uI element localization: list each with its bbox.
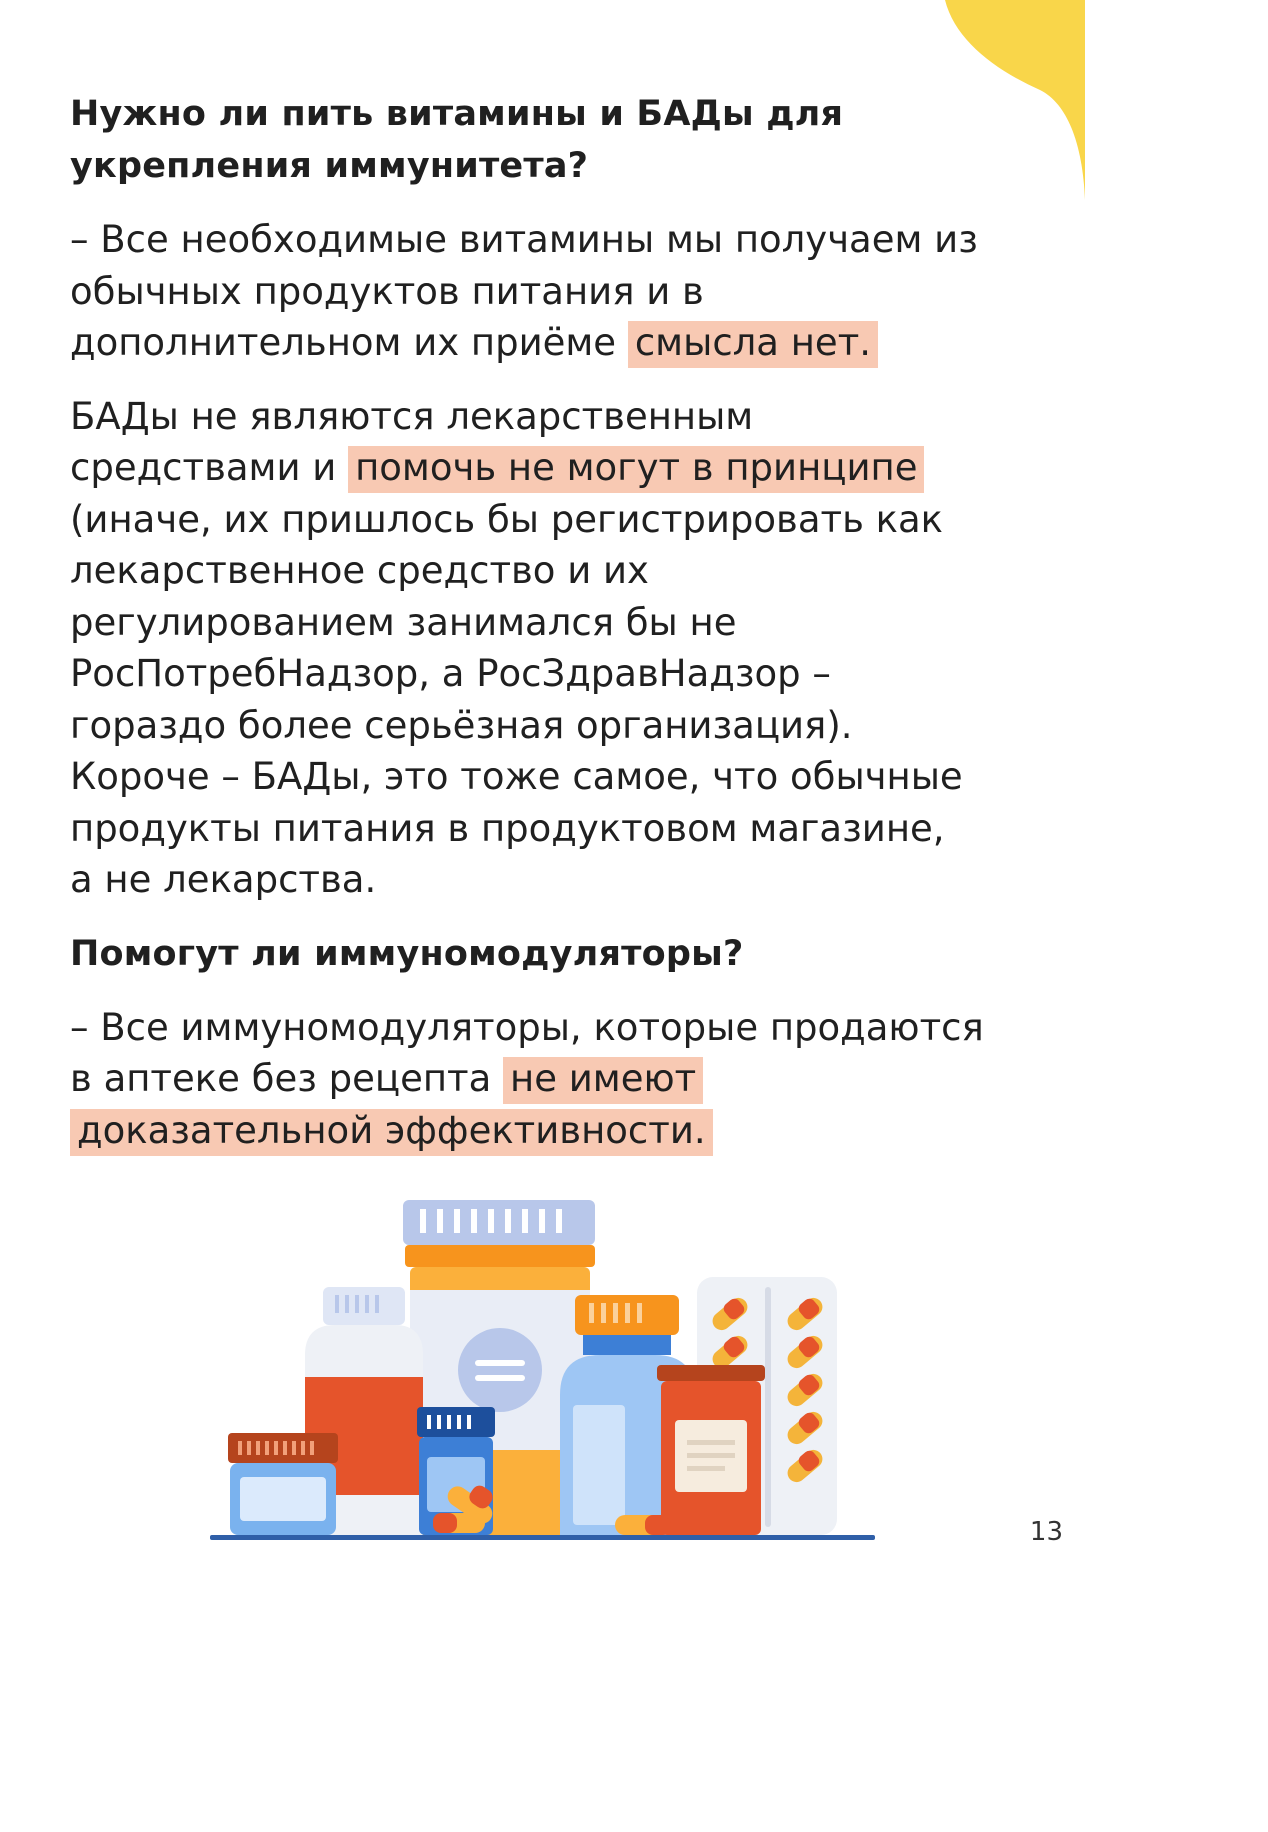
answer-text: БАДы не являются лекарственным средствами и: [70, 394, 754, 489]
medicine-bottles-icon: [205, 1195, 885, 1545]
answer-immunomodulators-paragraph: [70, 1002, 1000, 1157]
section-immunomodulators: [70, 928, 1030, 1157]
highlighted-phrase: не имеют доказательной эффективности.: [70, 1057, 713, 1156]
answer-text-after: (иначе, их пришлось бы регистрировать как лекарственное средство и их регулированием занимался бы не РосПотребНадзор, а РосЗдравНадзор – гораздо более серьёзная организация). Короче – БАДы, это тоже самое, что обычные продукты питания в продуктовом магазине, а не лекарства.: [70, 497, 963, 901]
answer-vitamins-paragraph-2: [70, 391, 970, 906]
answer-vitamins-paragraph-1: [70, 214, 1010, 369]
highlighted-phrase: помочь не могут в принципе: [348, 446, 924, 493]
answer-text: – Все иммуномодуляторы, которые продаются в аптеке без рецепта: [70, 1005, 984, 1100]
question-immunomodulators: Помогут ли иммуномодуляторы?: [70, 933, 744, 974]
highlighted-phrase: смысла нет.: [628, 321, 878, 368]
answer-text: – Все необходимые витамины мы получаем из обычных продуктов питания и в дополнительном их приёме: [70, 218, 978, 364]
article-content: [70, 88, 1030, 1178]
page-number: 13: [1029, 1517, 1063, 1547]
section-vitamins: [70, 88, 1030, 906]
question-vitamins: Нужно ли пить витамины и БАДы для укрепления иммунитета?: [70, 94, 844, 186]
